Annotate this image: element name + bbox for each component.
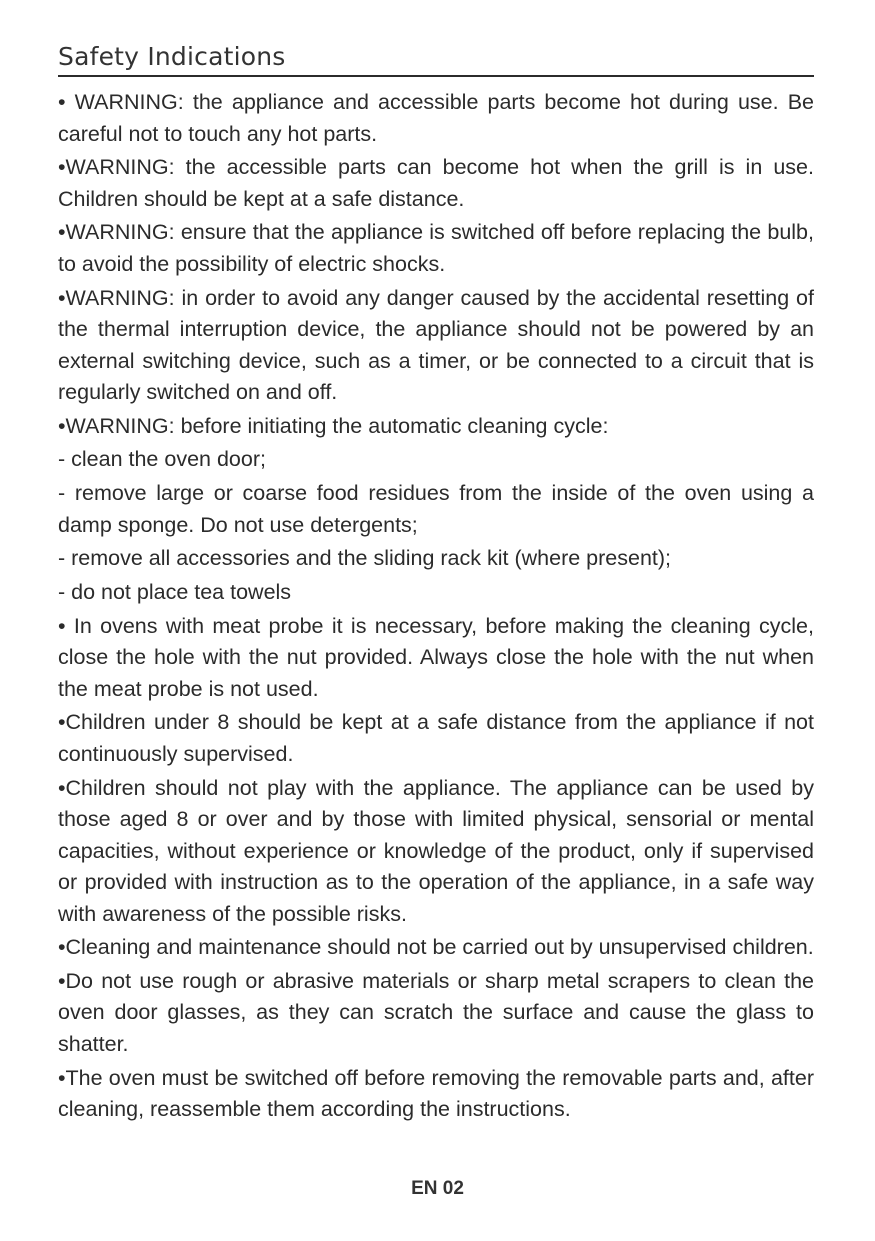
page-number: EN 02 <box>411 1178 464 1199</box>
cleaning-step-door: - clean the oven door; <box>58 447 266 472</box>
warning-hot-parts: • WARNING: the appliance and accessible parts become hot during use. Be careful not to touch any hot parts. <box>58 90 814 146</box>
note-abrasive-materials: •Do not use rough or abrasive materials or sharp metal scrapers to clean the oven door glasses, as they can scratch the surface and cause the glass to shatter. <box>58 968 814 1056</box>
cleaning-step-towels: - do not place tea towels <box>58 580 292 604</box>
warning-grill-children: •WARNING: the accessible parts can become hot when the grill is in use. Children should be kept at a safe distance. <box>58 155 814 211</box>
note-children-under-8: •Children under 8 should be kept at a safe distance from the appliance if not continuously supervised. <box>58 710 814 766</box>
warning-cleaning-cycle: •WARNING: before initiating the automatic cleaning cycle: <box>58 413 609 438</box>
page-content <box>58 40 814 1128</box>
page-title: Safety Indications <box>58 42 286 71</box>
note-removable-parts: •The oven must be switched off before removing the removable parts and, after cleaning, reassemble them according the instructions. <box>58 1065 814 1122</box>
warning-replace-bulb: •WARNING: ensure that the appliance is switched off before replacing the bulb, to avoid the possibility of electric shocks. <box>58 220 814 276</box>
warning-thermal-device: •WARNING: in order to avoid any danger caused by the accidental resetting of the thermal interruption device, the appliance should not be powered by an external switching device, such as a timer, or be connected to a circuit that is regularly switched on and off. <box>58 285 814 405</box>
title-underline <box>58 40 814 77</box>
note-children-play: •Children should not play with the appliance. The appliance can be used by those aged 8 or over and by those with limited physical, sensorial or mental capacities, without experience or knowledge of the product, only if supervised or provided with instruction as to the operation of the appliance, in a safe way with awareness of the possible risks. <box>58 775 814 926</box>
note-meat-probe: • In ovens with meat probe it is necessary, before making the cleaning cycle, close the hole with the nut provided. Always close the hole with the nut when the meat probe is not used. <box>58 613 814 701</box>
cleaning-step-residues: - remove large or coarse food residues from the inside of the oven using a damp sponge. Do not use detergents; <box>58 481 814 537</box>
note-cleaning-maintenance: •Cleaning and maintenance should not be carried out by unsupervised children. <box>58 935 814 960</box>
cleaning-step-accessories: - remove all accessories and the sliding rack kit (where present); <box>58 546 672 571</box>
safety-list <box>58 87 814 1126</box>
